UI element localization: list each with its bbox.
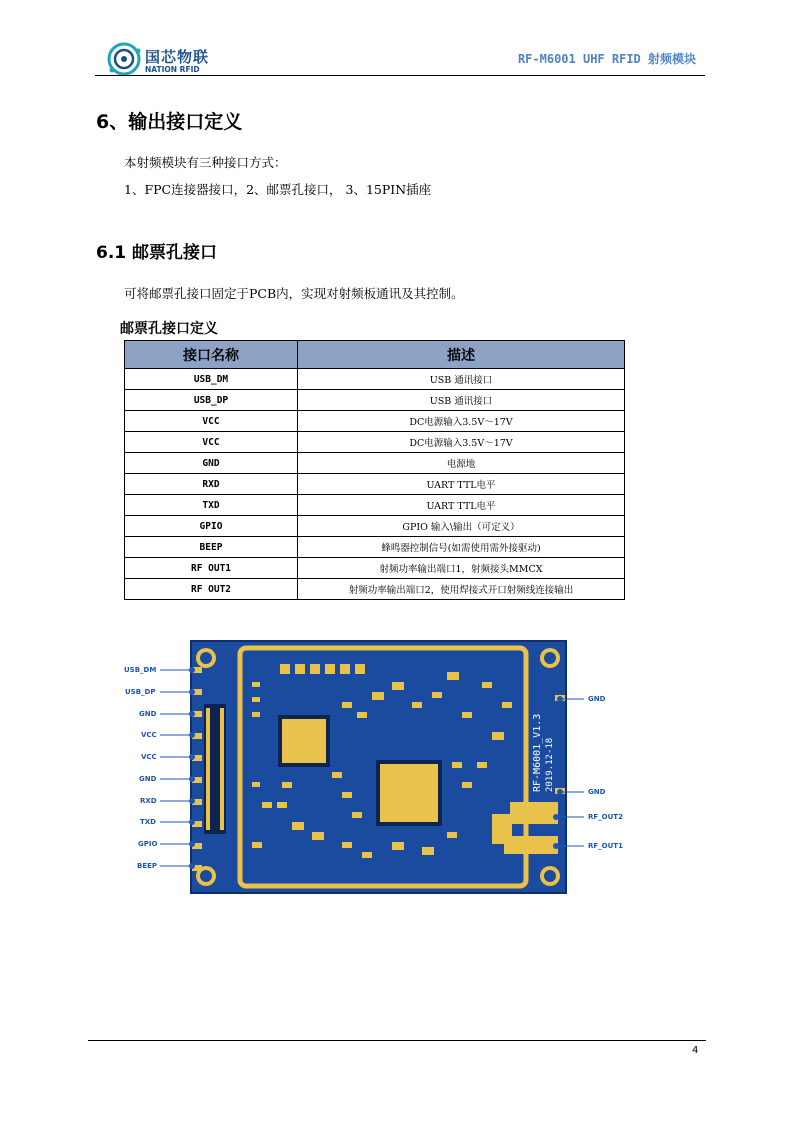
pin-name: VCC <box>125 411 298 432</box>
pin-name: RXD <box>125 474 298 495</box>
pin-description: GPIO 输入\输出（可定义） <box>298 516 625 537</box>
pin-label-usb-dm: USB_DM <box>124 666 157 674</box>
logo-chinese-name: 国芯物联 <box>145 48 210 66</box>
pin-label-gnd-right: GND <box>588 788 606 796</box>
pin-name: BEEP <box>125 537 298 558</box>
pin-description: UART TTL电平 <box>298 495 625 516</box>
pin-name: RF OUT2 <box>125 579 298 600</box>
pin-label-vcc: VCC <box>141 753 157 761</box>
section-6-types: 1、FPC连接器接口，2、邮票孔接口， 3、15PIN插座 <box>124 182 432 197</box>
footer-divider <box>88 1040 706 1041</box>
pin-name: VCC <box>125 432 298 453</box>
pin-description: 射频功率输出端口2，使用焊接式开口射频线连接输出 <box>298 579 625 600</box>
logo-english-name: NATION RFID <box>145 65 200 74</box>
board-model-text: RF-M6001_V1.3 <box>532 713 543 792</box>
pin-name: USB_DM <box>125 369 298 390</box>
pin-label-rf-out2: RF_OUT2 <box>588 813 623 821</box>
column-header-description: 描述 <box>298 341 625 369</box>
pin-label-gnd: GND <box>139 775 157 783</box>
section-6-heading: 6、输出接口定义 <box>96 111 243 133</box>
pin-label-vcc: VCC <box>141 731 157 739</box>
pin-label-txd: TXD <box>140 818 156 826</box>
section-6-intro: 本射频模块有三种接口方式： <box>124 155 287 170</box>
pin-label-gnd: GND <box>139 710 157 718</box>
pin-description: DC电源输入3.5V～17V <box>298 432 625 453</box>
pin-description: UART TTL电平 <box>298 474 625 495</box>
table-caption: 邮票孔接口定义 <box>120 321 218 337</box>
pin-name: GPIO <box>125 516 298 537</box>
pin-name: RF OUT1 <box>125 558 298 579</box>
pin-name: TXD <box>125 495 298 516</box>
board-date-text: 2019.12-18 <box>545 737 555 792</box>
pin-label-rf-out1: RF_OUT1 <box>588 842 623 850</box>
pin-name: USB_DP <box>125 390 298 411</box>
pin-description: USB 通讯接口 <box>298 390 625 411</box>
document-title: RF-M6001 UHF RFID 射频模块 <box>517 52 696 66</box>
pin-label-beep: BEEP <box>137 862 158 870</box>
pin-name: GND <box>125 453 298 474</box>
pin-description: 电源地 <box>298 453 625 474</box>
section-6-1-heading: 6.1 邮票孔接口 <box>96 243 218 263</box>
section-6-1-text: 可将邮票孔接口固定于PCB内，实现对射频板通讯及其控制。 <box>124 286 464 301</box>
pin-description: 蜂鸣器控制信号(如需使用需外接驱动) <box>298 537 625 558</box>
pin-description: DC电源输入3.5V～17V <box>298 411 625 432</box>
pin-label-gpio: GPIO <box>138 840 158 848</box>
pin-label-rxd: RXD <box>140 797 157 805</box>
column-header-name: 接口名称 <box>125 341 298 369</box>
pin-description: 射频功率输出端口1，射频接头MMCX <box>298 558 625 579</box>
pin-description: USB 通讯接口 <box>298 369 625 390</box>
pin-label-gnd-right: GND <box>588 695 606 703</box>
page-number: 4 <box>692 1045 699 1056</box>
pin-label-usb-dp: USB_DP <box>125 688 156 696</box>
